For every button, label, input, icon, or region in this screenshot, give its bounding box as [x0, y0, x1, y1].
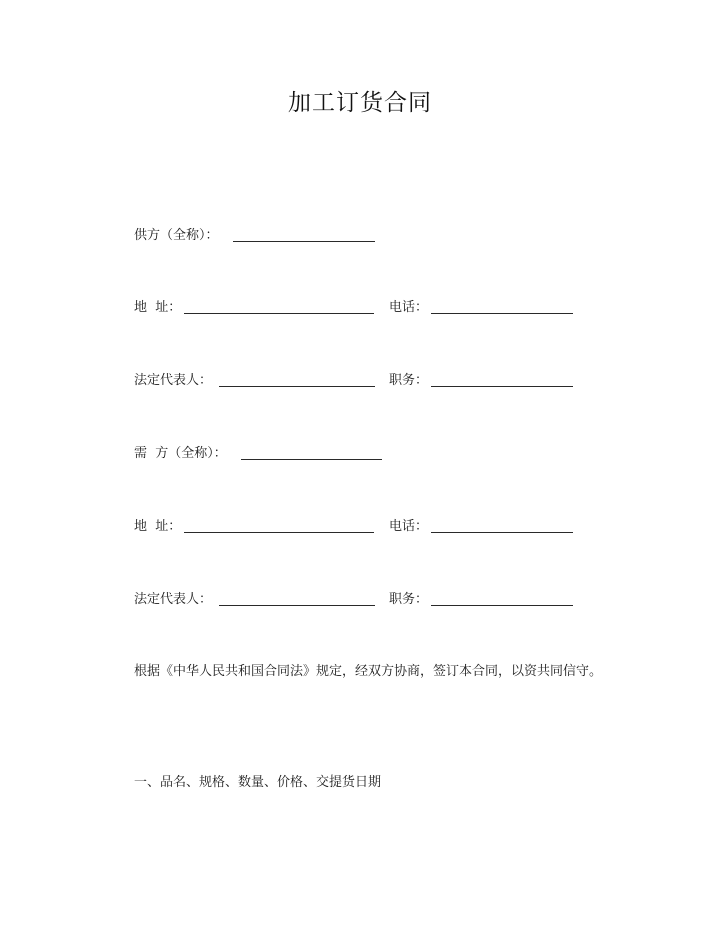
supplier-legal-rep-blank[interactable]	[219, 386, 375, 387]
buyer-position-label: 职务：	[389, 592, 429, 607]
buyer-phone-blank[interactable]	[431, 532, 573, 533]
buyer-phone-label: 电话：	[389, 519, 429, 534]
buyer-address-label: 地 址：	[134, 519, 182, 534]
supplier-position-blank[interactable]	[431, 386, 573, 387]
supplier-address-label: 地 址：	[134, 300, 182, 315]
document-title: 加工订货合同	[288, 90, 432, 116]
supplier-name-label: 供方（全称）：	[134, 228, 219, 243]
buyer-name-label: 需 方（全称）：	[134, 446, 227, 461]
section-heading-1: 一、品名、规格、数量、价格、交提货日期	[134, 775, 382, 790]
supplier-phone-label: 电话：	[389, 300, 429, 315]
buyer-address-blank[interactable]	[184, 532, 374, 533]
supplier-legal-rep-label: 法定代表人：	[134, 373, 213, 388]
supplier-name-blank[interactable]	[233, 241, 375, 242]
supplier-address-blank[interactable]	[184, 313, 374, 314]
preamble-paragraph: 根据《中华人民共和国合同法》规定，经双方协商，签订本合同，以资共同信守。	[134, 664, 603, 679]
buyer-legal-rep-blank[interactable]	[219, 605, 375, 606]
supplier-position-label: 职务：	[389, 373, 429, 388]
buyer-name-blank[interactable]	[241, 459, 382, 460]
supplier-phone-blank[interactable]	[431, 313, 573, 314]
buyer-position-blank[interactable]	[431, 605, 573, 606]
buyer-legal-rep-label: 法定代表人：	[134, 592, 213, 607]
